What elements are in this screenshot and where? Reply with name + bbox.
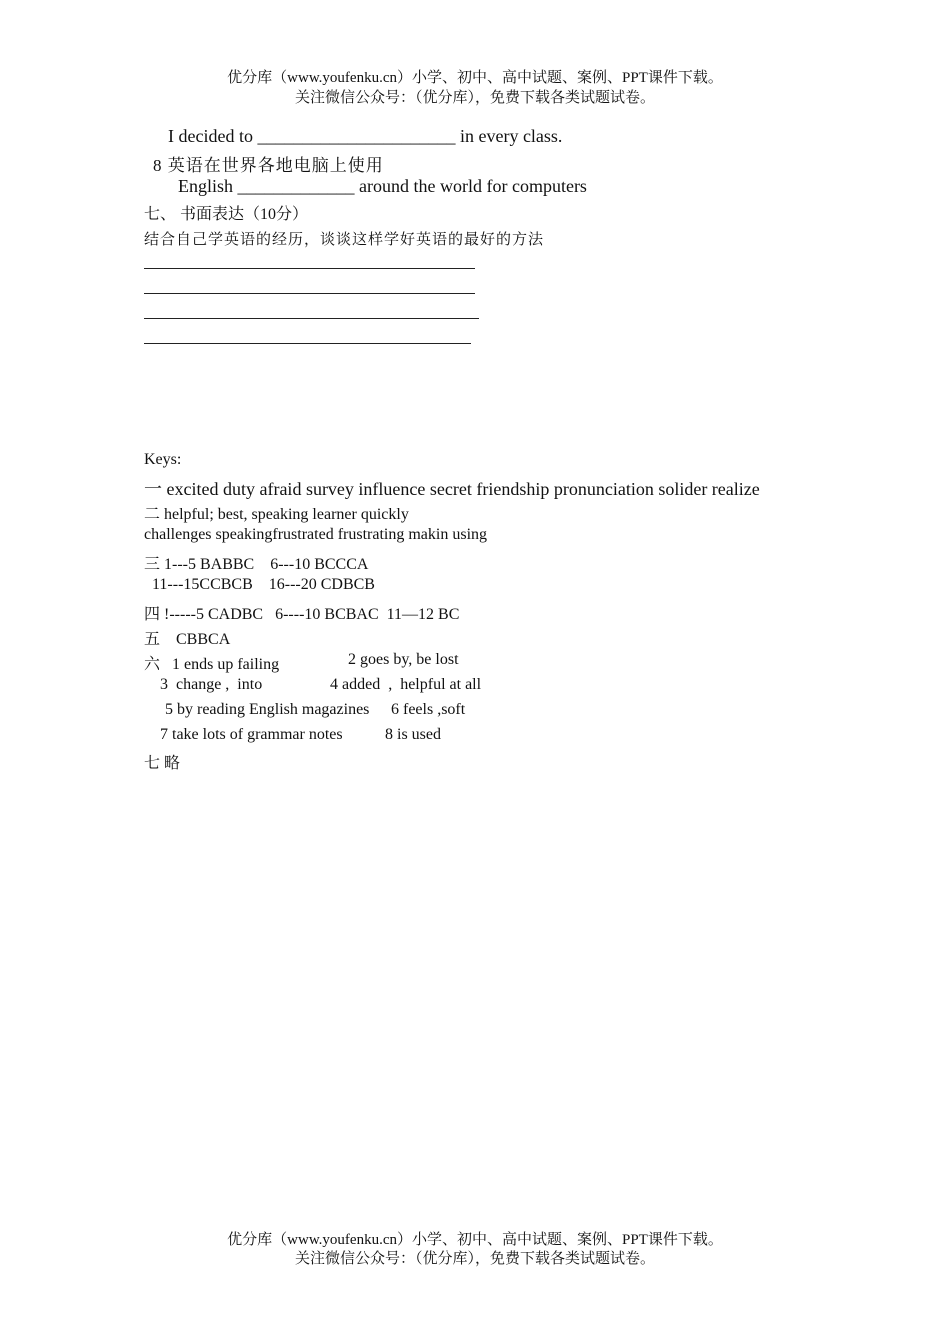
item8-sentence: English _____________ around the world for computers	[178, 176, 587, 196]
keys-part-6-item-3: 3 change , into	[160, 676, 263, 693]
keys-part-4: 四 !-----5 CADBC 6----10 BCBAC 11—12 BC	[144, 606, 460, 623]
keys-part-2-line-2: challenges speakingfrustrated frustrating makin using	[144, 526, 488, 543]
writing-instruction: 结合自己学英语的经历，谈谈这样学好英语的最好的方法	[144, 232, 545, 248]
keys-part-3-line-1: 三 1---5 BABBC 6---10 BCCCA	[144, 556, 369, 573]
keys-part-6-item-8: 8 is used	[385, 726, 441, 743]
keys-part-7: 七 略	[144, 755, 181, 772]
header-line-1: 优分库（www.youfenku.cn）小学、初中、高中试题、案例、PPT课件下载。	[227, 70, 723, 86]
writing-heading: 七、 书面表达（10分）	[144, 206, 309, 223]
header-line-2: 关注微信公众号：（优分库），免费下载各类试题试卷。	[294, 90, 655, 106]
keys-part-6-item-4: 4 added , helpful at all	[330, 676, 482, 693]
writing-line-2	[144, 293, 475, 294]
writing-line-3	[144, 318, 479, 319]
keys-part-2-line-1: 二 helpful; best, speaking learner quickly	[144, 506, 409, 523]
footer-line-2: 关注微信公众号：（优分库），免费下载各类试题试卷。	[294, 1251, 655, 1267]
item7-sentence: I decided to ______________________ in every class.	[168, 126, 563, 146]
keys-part-6-item-6: 6 feels ,soft	[391, 701, 466, 718]
keys-part-6-item-7: 7 take lots of grammar notes	[160, 726, 343, 743]
item8-prompt: 8 英语在世界各地电脑上使用	[153, 156, 384, 175]
keys-part-5: 五 CBBCA	[144, 631, 231, 648]
keys-part-6-item-2: 2 goes by, be lost	[348, 651, 459, 668]
keys-title: Keys:	[144, 451, 182, 468]
footer-line-1: 优分库（www.youfenku.cn）小学、初中、高中试题、案例、PPT课件下载。	[227, 1232, 723, 1248]
keys-part-1: 一 excited duty afraid survey influence secret friendship pronunciation solider realize	[144, 479, 760, 499]
writing-line-4	[144, 343, 471, 344]
keys-part-6-item-5: 5 by reading English magazines	[165, 701, 370, 718]
keys-part-3-line-2: 11---15CCBCB 16---20 CDBCB	[152, 576, 375, 593]
keys-part-6-item-1: 六 1 ends up failing	[144, 656, 280, 673]
writing-line-1	[144, 268, 475, 269]
